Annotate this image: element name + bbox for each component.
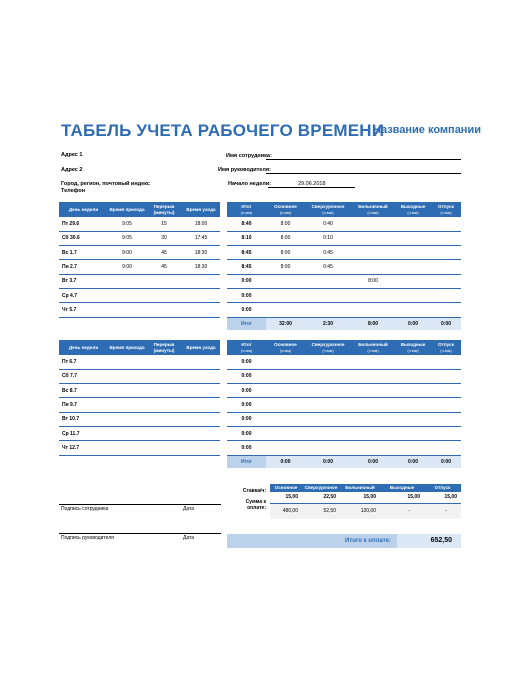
table-row bbox=[59, 398, 220, 412]
table-row bbox=[59, 384, 220, 398]
header-unit: (ч:мм) bbox=[407, 209, 419, 215]
table-row bbox=[227, 260, 461, 274]
vacation-hours-cell[interactable] bbox=[431, 412, 461, 426]
header-title: Сверхурочное bbox=[311, 342, 345, 347]
day-cell: Ср 11.7 bbox=[59, 426, 108, 440]
table-row bbox=[227, 288, 461, 302]
header-unit: (ч:мм) bbox=[240, 347, 253, 353]
break-minutes-cell[interactable]: 30 bbox=[146, 231, 182, 245]
arrival-time-cell[interactable]: 9:00 bbox=[108, 260, 146, 274]
sick-hours-cell[interactable] bbox=[351, 412, 395, 426]
arrival-time-cell[interactable] bbox=[108, 412, 146, 426]
break-minutes-cell[interactable] bbox=[146, 412, 182, 426]
break-minutes-cell[interactable] bbox=[146, 398, 182, 412]
city-field[interactable]: Город, регион, почтовый индекс bbox=[61, 181, 150, 187]
table-row bbox=[227, 231, 461, 245]
manager-signature-date-label: Дата bbox=[183, 535, 195, 541]
table-row bbox=[59, 246, 220, 260]
week1-hours-header-0 bbox=[227, 202, 266, 217]
break-minutes-cell[interactable] bbox=[146, 288, 182, 302]
total-sick-hours-cell: 0:00 bbox=[351, 455, 395, 468]
vacation-hours-cell[interactable] bbox=[431, 303, 461, 317]
weekend-hours-cell[interactable] bbox=[395, 398, 431, 412]
regular-hours-cell[interactable] bbox=[266, 288, 305, 302]
table-row bbox=[59, 369, 220, 383]
regular-hours-cell[interactable] bbox=[266, 369, 305, 383]
header-unit: (ч:мм) bbox=[279, 209, 292, 215]
table-row bbox=[59, 217, 220, 231]
rate-cell[interactable]: 15,00 bbox=[270, 492, 302, 503]
overtime-cell[interactable] bbox=[305, 426, 351, 440]
weekend-hours-cell[interactable] bbox=[395, 217, 431, 231]
week1-hours-header-1 bbox=[266, 202, 305, 217]
week1-hours-header-3 bbox=[351, 202, 395, 217]
total-pay-value: 652,50 bbox=[430, 537, 452, 544]
week2-hours-header-4 bbox=[395, 340, 431, 355]
rate-cell[interactable]: 15,00 bbox=[340, 492, 380, 503]
break-minutes-cell[interactable] bbox=[146, 355, 182, 369]
header-title: Выходные bbox=[400, 204, 426, 209]
week2-header-0: День недели bbox=[59, 340, 108, 355]
summary-header-0: Основное bbox=[270, 484, 302, 492]
overtime-cell[interactable] bbox=[305, 355, 351, 369]
weekend-hours-cell[interactable] bbox=[395, 426, 431, 440]
header-title: Итог bbox=[241, 204, 252, 209]
table-row bbox=[227, 303, 461, 317]
day-cell: Пт 6.7 bbox=[59, 355, 108, 369]
departure-time-cell[interactable] bbox=[182, 384, 220, 398]
weekend-hours-cell[interactable] bbox=[395, 303, 431, 317]
header-unit: (ч:мм) bbox=[240, 209, 253, 215]
day-total-cell: 0:00 bbox=[227, 384, 266, 398]
vacation-hours-cell[interactable] bbox=[431, 355, 461, 369]
employee-name-input[interactable] bbox=[266, 159, 461, 160]
day-cell: Вт 10.7 bbox=[59, 412, 108, 426]
departure-time-cell[interactable]: 17:45 bbox=[182, 231, 220, 245]
header-unit: (ч:мм) bbox=[407, 347, 419, 353]
arrival-time-cell[interactable]: 9:00 bbox=[108, 246, 146, 260]
day-cell: Чт 12.7 bbox=[59, 441, 108, 455]
regular-hours-cell[interactable] bbox=[266, 426, 305, 440]
vacation-hours-cell[interactable] bbox=[431, 260, 461, 274]
header-unit: (ч:мм) bbox=[440, 347, 452, 353]
sick-hours-cell[interactable] bbox=[351, 441, 395, 455]
overtime-cell[interactable] bbox=[305, 303, 351, 317]
overtime-cell[interactable]: 0:10 bbox=[305, 231, 351, 245]
header-title: Больничный bbox=[358, 342, 388, 347]
table-row bbox=[227, 426, 461, 440]
day-cell: Сб 7.7 bbox=[59, 369, 108, 383]
vacation-hours-cell[interactable] bbox=[431, 369, 461, 383]
week1-header-3: Время ухода bbox=[182, 202, 220, 217]
vacation-hours-cell[interactable] bbox=[431, 384, 461, 398]
sum-label: Сумма к оплате: bbox=[245, 499, 266, 511]
sick-hours-cell[interactable] bbox=[351, 288, 395, 302]
header-title: Основное bbox=[274, 342, 297, 347]
sick-hours-cell[interactable] bbox=[351, 355, 395, 369]
rate-cell[interactable]: 22,50 bbox=[302, 492, 340, 503]
day-total-cell: 0:00 bbox=[227, 288, 266, 302]
weekend-hours-cell[interactable] bbox=[395, 441, 431, 455]
company-name[interactable]: Название компании bbox=[373, 124, 481, 136]
departure-time-cell[interactable]: 18:30 bbox=[182, 260, 220, 274]
departure-time-cell[interactable] bbox=[182, 303, 220, 317]
table-row bbox=[227, 441, 461, 455]
week2-hours-header-3 bbox=[351, 340, 395, 355]
regular-hours-cell[interactable] bbox=[266, 355, 305, 369]
rate-cell[interactable]: 15,00 bbox=[424, 492, 461, 503]
departure-time-cell[interactable] bbox=[182, 441, 220, 455]
week2-hours-header-1 bbox=[266, 340, 305, 355]
arrival-time-cell[interactable] bbox=[108, 384, 146, 398]
arrival-time-cell[interactable] bbox=[108, 355, 146, 369]
vacation-hours-cell[interactable] bbox=[431, 288, 461, 302]
week2-hours-header-5 bbox=[431, 340, 461, 355]
header-unit: (ч:мм) bbox=[322, 209, 334, 215]
sick-hours-cell[interactable] bbox=[351, 260, 395, 274]
page-title: ТАБЕЛЬ УЧЕТА РАБОЧЕГО ВРЕМЕНИ bbox=[61, 121, 385, 140]
total-vacation-hours-cell: 0:00 bbox=[431, 455, 461, 468]
weekend-hours-cell[interactable] bbox=[395, 384, 431, 398]
regular-hours-cell[interactable] bbox=[266, 412, 305, 426]
break-minutes-cell[interactable]: 45 bbox=[146, 260, 182, 274]
arrival-time-cell[interactable] bbox=[108, 369, 146, 383]
day-total-cell: 0:00 bbox=[227, 303, 266, 317]
week2-header-1: Время прихода bbox=[108, 340, 146, 355]
day-cell: Пн 2.7 bbox=[59, 260, 108, 274]
total-pay-label-cell bbox=[227, 534, 397, 548]
manager-signature-line[interactable] bbox=[59, 533, 221, 534]
day-cell: Пн 9.7 bbox=[59, 398, 108, 412]
total-overtime-cell: 2:30 bbox=[305, 317, 351, 330]
week2-hours-table bbox=[227, 340, 461, 468]
table-row bbox=[227, 355, 461, 369]
total-vacation-hours-cell: 0:00 bbox=[431, 317, 461, 330]
employee-signature-label: Подпись сотрудника bbox=[61, 506, 109, 512]
arrival-time-cell[interactable] bbox=[108, 288, 146, 302]
total-overtime-cell: 0:00 bbox=[305, 455, 351, 468]
header-title: Отпуск bbox=[438, 204, 454, 209]
total-sick-hours-cell: 8:00 bbox=[351, 317, 395, 330]
week1-hours-header-5 bbox=[431, 202, 461, 217]
rate-cell[interactable]: 15,00 bbox=[380, 492, 424, 503]
weekend-hours-cell[interactable] bbox=[395, 355, 431, 369]
header-unit: (ч:мм) bbox=[279, 347, 292, 353]
regular-hours-cell[interactable]: 8:00 bbox=[266, 260, 305, 274]
day-cell: Вс 8.7 bbox=[59, 384, 108, 398]
table-row bbox=[227, 274, 461, 288]
overtime-cell[interactable]: 0:45 bbox=[305, 246, 351, 260]
week2-time-table bbox=[59, 340, 220, 456]
week2-hours-header-0 bbox=[227, 340, 266, 355]
employee-signature-date-label: Дата bbox=[183, 506, 195, 512]
departure-time-cell[interactable] bbox=[182, 412, 220, 426]
total-weekend-hours-cell: 0:00 bbox=[395, 317, 431, 330]
table-row bbox=[227, 398, 461, 412]
summary-header-3: Выходные bbox=[380, 484, 424, 492]
regular-hours-cell[interactable] bbox=[266, 303, 305, 317]
regular-hours-cell[interactable] bbox=[266, 384, 305, 398]
total-regular-hours-cell: 0:00 bbox=[266, 455, 305, 468]
break-minutes-cell[interactable] bbox=[146, 426, 182, 440]
sum-cell: 480,00 bbox=[270, 503, 302, 519]
total-weekend-hours-cell: 0:00 bbox=[395, 455, 431, 468]
day-total-cell: 0:00 bbox=[227, 274, 266, 288]
header-title: Выходные bbox=[400, 342, 426, 347]
rate-row bbox=[270, 492, 461, 503]
table-row bbox=[59, 288, 220, 302]
arrival-time-cell[interactable]: 9:05 bbox=[108, 231, 146, 245]
vacation-hours-cell[interactable] bbox=[431, 274, 461, 288]
table-row bbox=[59, 274, 220, 288]
arrival-time-cell[interactable]: 9:05 bbox=[108, 217, 146, 231]
header-title: Сверхурочное bbox=[311, 204, 345, 209]
header-title: Итог bbox=[241, 342, 252, 347]
arrival-time-cell[interactable] bbox=[108, 398, 146, 412]
day-cell: Сб 30.6 bbox=[59, 231, 108, 245]
day-cell: Вт 3.7 bbox=[59, 274, 108, 288]
total-regular-hours-cell: 32:00 bbox=[266, 317, 305, 330]
arrival-time-cell[interactable] bbox=[108, 426, 146, 440]
sick-hours-cell[interactable] bbox=[351, 384, 395, 398]
table-row bbox=[227, 369, 461, 383]
vacation-hours-cell[interactable] bbox=[431, 398, 461, 412]
table-row bbox=[59, 441, 220, 455]
header-unit: (ч:мм) bbox=[367, 209, 379, 215]
overtime-cell[interactable] bbox=[305, 274, 351, 288]
table-row bbox=[59, 260, 220, 274]
overtime-cell[interactable]: 0:40 bbox=[305, 217, 351, 231]
phone-field[interactable]: Телефон bbox=[61, 188, 86, 194]
totals-label: Итог bbox=[227, 455, 266, 468]
break-minutes-cell[interactable] bbox=[146, 369, 182, 383]
header-title: Больничный bbox=[358, 204, 388, 209]
break-minutes-cell[interactable] bbox=[146, 441, 182, 455]
week-start-value[interactable]: 29.06.2018 bbox=[298, 181, 326, 187]
sick-hours-cell[interactable]: 8:00 bbox=[351, 274, 395, 288]
total-pay-label: Итого к оплате: bbox=[345, 538, 391, 544]
table-row bbox=[59, 355, 220, 369]
summary-header-1: Сверхурочное bbox=[302, 484, 340, 492]
manager-name-input[interactable] bbox=[266, 173, 461, 174]
overtime-cell[interactable] bbox=[305, 412, 351, 426]
week1-hours-table bbox=[227, 202, 461, 330]
day-total-cell: 8:45 bbox=[227, 260, 266, 274]
arrival-time-cell[interactable] bbox=[108, 303, 146, 317]
regular-hours-cell[interactable]: 8:00 bbox=[266, 246, 305, 260]
weekend-hours-cell[interactable] bbox=[395, 246, 431, 260]
sum-cell: - bbox=[380, 503, 424, 519]
totals-row bbox=[227, 317, 461, 330]
rate-label: Ставка/ч: bbox=[242, 488, 266, 494]
overtime-cell[interactable] bbox=[305, 441, 351, 455]
break-minutes-cell[interactable] bbox=[146, 303, 182, 317]
day-total-cell: 0:00 bbox=[227, 398, 266, 412]
regular-hours-cell[interactable] bbox=[266, 441, 305, 455]
sick-hours-cell[interactable] bbox=[351, 246, 395, 260]
header-unit: (ч:мм) bbox=[322, 347, 334, 353]
sum-cell: 120,00 bbox=[340, 503, 380, 519]
summary-header-4: Отпуск bbox=[424, 484, 461, 492]
sick-hours-cell[interactable] bbox=[351, 369, 395, 383]
day-total-cell: 0:00 bbox=[227, 369, 266, 383]
total-pay-value-cell bbox=[397, 534, 461, 548]
summary-header-2: Больничный bbox=[340, 484, 380, 492]
vacation-hours-cell[interactable] bbox=[431, 246, 461, 260]
arrival-time-cell[interactable] bbox=[108, 274, 146, 288]
sum-row bbox=[270, 503, 461, 519]
week1-time-table bbox=[59, 202, 220, 318]
sick-hours-cell[interactable] bbox=[351, 426, 395, 440]
totals-row bbox=[227, 455, 461, 468]
regular-hours-cell[interactable]: 8:00 bbox=[266, 217, 305, 231]
address2-field[interactable]: Адрес 2 bbox=[61, 167, 83, 173]
header-unit: (ч:мм) bbox=[440, 209, 452, 215]
week2-header-2: Перерыв (минуты) bbox=[146, 340, 182, 355]
header-title: Основное bbox=[274, 204, 297, 209]
departure-time-cell[interactable] bbox=[182, 288, 220, 302]
sick-hours-cell[interactable] bbox=[351, 217, 395, 231]
week2-header-3: Время ухода bbox=[182, 340, 220, 355]
departure-time-cell[interactable] bbox=[182, 426, 220, 440]
pay-summary-table bbox=[242, 484, 461, 519]
week-start-label: Начало недели: bbox=[228, 181, 272, 187]
departure-time-cell[interactable] bbox=[182, 369, 220, 383]
weekend-hours-cell[interactable] bbox=[395, 231, 431, 245]
sick-hours-cell[interactable] bbox=[351, 398, 395, 412]
overtime-cell[interactable] bbox=[305, 288, 351, 302]
vacation-hours-cell[interactable] bbox=[431, 231, 461, 245]
day-total-cell: 0:00 bbox=[227, 355, 266, 369]
departure-time-cell[interactable]: 18:00 bbox=[182, 217, 220, 231]
break-minutes-cell[interactable] bbox=[146, 274, 182, 288]
arrival-time-cell[interactable] bbox=[108, 441, 146, 455]
departure-time-cell[interactable] bbox=[182, 274, 220, 288]
table-row bbox=[59, 426, 220, 440]
weekend-hours-cell[interactable] bbox=[395, 288, 431, 302]
sum-cell: 52,50 bbox=[302, 503, 340, 519]
day-cell: Пт 29.6 bbox=[59, 217, 108, 231]
weekend-hours-cell[interactable] bbox=[395, 274, 431, 288]
week1-hours-header-2 bbox=[305, 202, 351, 217]
overtime-cell[interactable] bbox=[305, 369, 351, 383]
sick-hours-cell[interactable] bbox=[351, 303, 395, 317]
sum-cell: - bbox=[424, 503, 461, 519]
departure-time-cell[interactable] bbox=[182, 398, 220, 412]
day-cell: Чт 5.7 bbox=[59, 303, 108, 317]
overtime-cell[interactable] bbox=[305, 398, 351, 412]
weekend-hours-cell[interactable] bbox=[395, 369, 431, 383]
day-total-cell: 0:00 bbox=[227, 412, 266, 426]
weekend-hours-cell[interactable] bbox=[395, 260, 431, 274]
vacation-hours-cell[interactable] bbox=[431, 441, 461, 455]
table-row bbox=[227, 412, 461, 426]
day-total-cell: 8:10 bbox=[227, 231, 266, 245]
day-total-cell: 0:00 bbox=[227, 441, 266, 455]
table-row bbox=[59, 231, 220, 245]
employee-name-label: Имя сотрудника: bbox=[226, 153, 272, 159]
vacation-hours-cell[interactable] bbox=[431, 217, 461, 231]
day-total-cell: 8:40 bbox=[227, 217, 266, 231]
manager-signature-label: Подпись руководителя bbox=[61, 535, 114, 541]
manager-name-label: Имя руководителя: bbox=[218, 167, 271, 173]
regular-hours-cell[interactable] bbox=[266, 274, 305, 288]
address1-field[interactable]: Адрес 1 bbox=[61, 152, 83, 158]
table-row bbox=[227, 246, 461, 260]
overtime-cell[interactable]: 0:45 bbox=[305, 260, 351, 274]
departure-time-cell[interactable] bbox=[182, 355, 220, 369]
totals-label: Итог bbox=[227, 317, 266, 330]
sick-hours-cell[interactable] bbox=[351, 231, 395, 245]
week1-header-2: Перерыв (минуты) bbox=[146, 202, 182, 217]
week1-hours-header-4 bbox=[395, 202, 431, 217]
day-total-cell: 8:45 bbox=[227, 246, 266, 260]
table-row bbox=[59, 303, 220, 317]
vacation-hours-cell[interactable] bbox=[431, 426, 461, 440]
table-row bbox=[227, 217, 461, 231]
break-minutes-cell[interactable] bbox=[146, 384, 182, 398]
table-row bbox=[227, 384, 461, 398]
week1-header-1: Время прихода bbox=[108, 202, 146, 217]
week-start-underline bbox=[268, 187, 355, 188]
regular-hours-cell[interactable]: 8:00 bbox=[266, 231, 305, 245]
week1-header-0: День недели bbox=[59, 202, 108, 217]
regular-hours-cell[interactable] bbox=[266, 398, 305, 412]
break-minutes-cell[interactable]: 15 bbox=[146, 217, 182, 231]
departure-time-cell[interactable]: 18:30 bbox=[182, 246, 220, 260]
day-cell: Ср 4.7 bbox=[59, 288, 108, 302]
header-unit: (ч:мм) bbox=[367, 347, 379, 353]
table-row bbox=[59, 412, 220, 426]
week2-hours-header-2 bbox=[305, 340, 351, 355]
overtime-cell[interactable] bbox=[305, 384, 351, 398]
day-cell: Вс 1.7 bbox=[59, 246, 108, 260]
header-title: Отпуск bbox=[438, 342, 454, 347]
day-total-cell: 0:00 bbox=[227, 426, 266, 440]
employee-signature-line[interactable] bbox=[59, 504, 221, 505]
break-minutes-cell[interactable]: 45 bbox=[146, 246, 182, 260]
weekend-hours-cell[interactable] bbox=[395, 412, 431, 426]
